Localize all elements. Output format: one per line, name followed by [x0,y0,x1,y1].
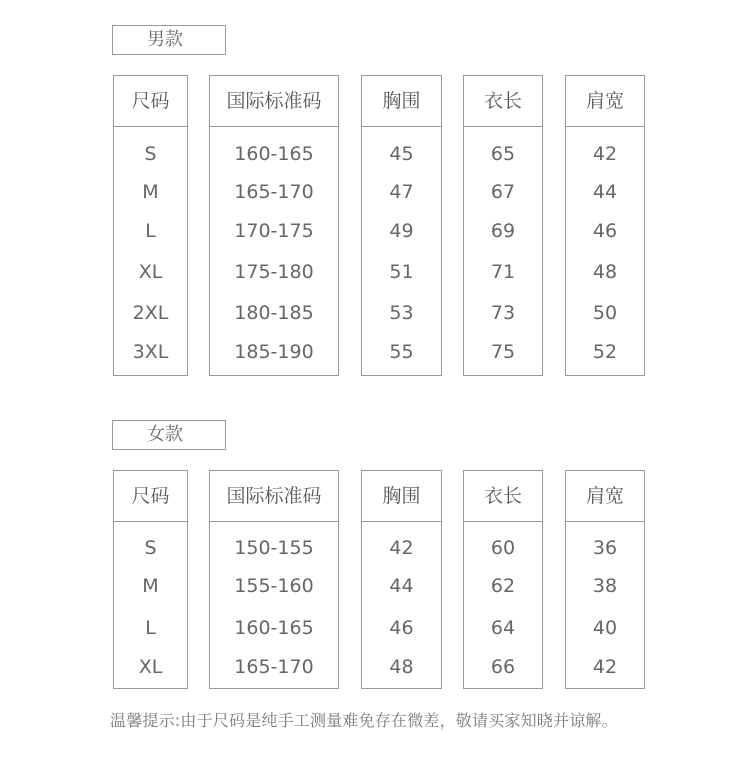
men-cell-length: 67 [490,181,516,203]
women-column-length [463,470,543,689]
men-cell-intl-size: 160-165 [234,143,314,165]
men-cell-intl-size: 175-180 [234,261,314,283]
men-cell-size: 3XL [132,341,169,363]
men-cell-shoulder: 42 [592,143,618,165]
men-cell-length: 73 [490,302,516,324]
women-column-chest [361,470,442,689]
women-cell-shoulder: 36 [592,537,618,559]
men-cell-shoulder: 46 [592,220,618,242]
women-cell-size: S [144,537,157,559]
men-column-size [113,75,188,376]
women-cell-size: XL [138,656,163,678]
men-cell-length: 69 [490,220,516,242]
men-cell-chest: 47 [389,181,414,203]
women-cell-length: 64 [490,617,516,639]
women-cell-chest: 46 [389,617,414,639]
women-cell-intl-size: 165-170 [234,656,314,678]
women-header-size: 尺码 [114,471,187,522]
men-column-shoulder [565,75,645,376]
men-header-shoulder: 肩宽 [566,76,644,127]
women-column-size [113,470,188,689]
men-cell-intl-size: 180-185 [234,302,314,324]
women-cell-intl-size: 160-165 [234,617,314,639]
men-cell-shoulder: 50 [592,302,618,324]
men-cell-chest: 55 [389,341,414,363]
women-cell-chest: 44 [389,575,414,597]
women-header-length: 衣长 [464,471,542,522]
men-column-length [463,75,543,376]
women-cell-chest: 48 [389,656,414,678]
women-cell-shoulder: 38 [592,575,618,597]
women-cell-length: 60 [490,537,516,559]
women-cell-intl-size: 150-155 [234,537,314,559]
men-cell-length: 65 [490,143,516,165]
women-cell-intl-size: 155-160 [234,575,314,597]
women-cell-size: M [142,575,159,597]
women-cell-shoulder: 40 [592,617,618,639]
men-cell-chest: 49 [389,220,414,242]
men-cell-length: 71 [490,261,516,283]
men-cell-length: 75 [490,341,516,363]
women-header-shoulder: 肩宽 [566,471,644,522]
men-cell-size: M [142,181,159,203]
men-cell-chest: 45 [389,143,414,165]
men-cell-intl-size: 185-190 [234,341,314,363]
women-size-tag: 女款 [112,420,226,450]
women-cell-length: 66 [490,656,516,678]
women-cell-shoulder: 42 [592,656,618,678]
men-cell-size: S [144,143,157,165]
size-note: 温馨提示:由于尺码是纯手工测量难免存在微差，敬请买家知晓并谅解。 [110,711,618,730]
women-header-intl-size: 国际标准码 [210,471,338,522]
men-header-length: 衣长 [464,76,542,127]
men-cell-size: 2XL [132,302,169,324]
women-cell-size: L [145,617,156,639]
men-header-size: 尺码 [114,76,187,127]
men-column-intl-size [209,75,339,376]
women-column-shoulder [565,470,645,689]
men-cell-intl-size: 165-170 [234,181,314,203]
men-cell-size: L [145,220,156,242]
men-header-intl-size: 国际标准码 [210,76,338,127]
men-cell-size: XL [138,261,163,283]
women-column-intl-size [209,470,339,689]
men-header-chest: 胸围 [362,76,441,127]
men-cell-intl-size: 170-175 [234,220,314,242]
men-size-tag: 男款 [112,25,226,55]
men-cell-shoulder: 48 [592,261,618,283]
men-cell-chest: 53 [389,302,414,324]
women-cell-length: 62 [490,575,516,597]
men-cell-shoulder: 52 [592,341,618,363]
men-cell-chest: 51 [389,261,414,283]
men-column-chest [361,75,442,376]
men-cell-shoulder: 44 [592,181,618,203]
women-header-chest: 胸围 [362,471,441,522]
women-cell-chest: 42 [389,537,414,559]
